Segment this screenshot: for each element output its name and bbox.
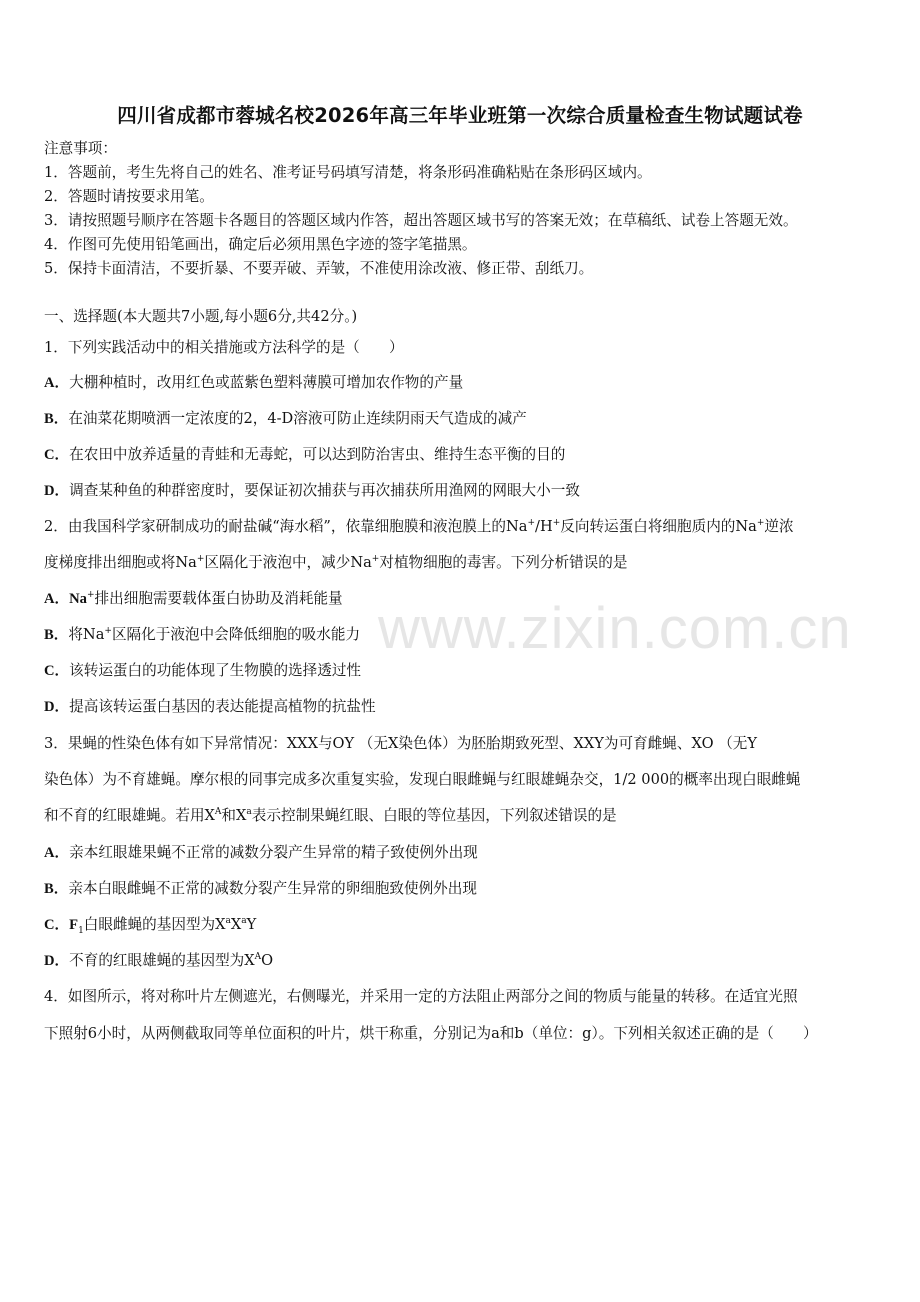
superscript: a	[225, 916, 231, 927]
question-3-option-a	[44, 843, 478, 863]
option-text: 亲本白眼雌蝇不正常的减数分裂产生异常的卵细胞致使例外出现	[68, 880, 477, 897]
superscript: +	[86, 590, 95, 601]
question-3-option-b	[44, 879, 477, 899]
text-run: Na	[69, 591, 87, 607]
text-run: 不育的红眼雄蝇的基因型为X	[69, 952, 255, 969]
text-run: O	[261, 952, 274, 969]
notice-item-4: 4．作图可先使用铅笔画出，确定后必须用黑色字迹的签字笔描黑。	[44, 236, 477, 253]
question-1-option-a	[44, 373, 463, 393]
option-label: B．	[44, 411, 69, 427]
notice-item-2: 2．答题时请按要求用笔。	[44, 188, 214, 205]
notice-item-5: 5．保持卡面清洁，不要折暴、不要弄破、弄皱，不准使用涂改液、修正带、刮纸刀。	[44, 260, 594, 277]
question-1-stem: 1．下列实践活动中的相关措施或方法科学的是（ ）	[44, 339, 404, 356]
option-text: 调查某种鱼的种群密度时，要保证初次捕获与再次捕获所用渔网的网眼大小一致	[69, 482, 580, 499]
text-run: Y	[246, 916, 257, 933]
option-text: 在油菜花期喷洒一定浓度的2，4-D溶液可防止连续阴雨天气造成的减产	[68, 410, 527, 427]
notice-heading: 注意事项：	[44, 140, 117, 157]
question-2-option-d	[44, 697, 376, 717]
text-run: 对植物细胞的毒害。下列分析错误的是	[379, 554, 628, 571]
subscript: 1	[78, 925, 84, 936]
text-run: F	[69, 917, 79, 933]
option-label: C．	[44, 917, 70, 933]
text-run: 和不育的红眼雄蝇。若用X	[44, 807, 215, 824]
superscript: +	[552, 518, 561, 529]
question-1-option-b	[44, 409, 527, 429]
superscript: A	[214, 807, 222, 818]
question-3-option-d	[44, 951, 273, 971]
superscript: +	[756, 518, 765, 529]
superscript: +	[104, 626, 112, 637]
text-run: 2．由我国科学家研制成功的耐盐碱“海水稻”，依靠细胞膜和液泡膜上的Na	[44, 518, 528, 535]
option-label: C．	[44, 447, 70, 463]
text-run: 表示控制果蝇红眼、白眼的等位基因，下列叙述错误的是	[251, 807, 617, 824]
superscript: a	[241, 916, 247, 927]
question-2-option-a	[44, 589, 343, 609]
text-run: 区隔化于液泡中，减少Na	[204, 554, 372, 571]
option-text: 该转运蛋白的功能体现了生物膜的选择透过性	[69, 662, 362, 679]
text-run: 度梯度排出细胞或将Na	[44, 554, 197, 571]
superscript: +	[196, 554, 205, 565]
text-run: 反向转运蛋白将细胞质内的Na	[560, 518, 757, 535]
section-heading: 一、选择题(本大题共7小题,每小题6分,共42分。)	[44, 308, 358, 325]
question-3-stem-line-3	[44, 806, 617, 826]
text-run: 和X	[221, 807, 247, 824]
question-2-option-c	[44, 661, 361, 681]
option-label: A．	[44, 845, 70, 861]
option-label: A．	[44, 591, 70, 607]
question-3-option-c	[44, 915, 256, 935]
superscript: a	[246, 807, 252, 818]
option-label: A．	[44, 375, 70, 391]
text-run: X	[230, 916, 242, 933]
text-run: 逆浓	[764, 518, 794, 535]
option-label: C．	[44, 663, 70, 679]
option-text: 排出细胞需要载体蛋白协助及消耗能量	[94, 590, 343, 607]
option-text: 区隔化于液泡中会降低细胞的吸水能力	[111, 626, 361, 643]
question-1-option-d	[44, 481, 580, 501]
option-text: 大棚种植时，改用红色或蓝紫色塑料薄膜可增加农作物的产量	[69, 374, 464, 391]
question-2-stem-line-1	[44, 517, 794, 537]
option-label: B．	[44, 627, 69, 643]
page-title: 四川省成都市蓉城名校2026年高三年毕业班第一次综合质量检查生物试题试卷	[117, 104, 803, 127]
superscript: +	[527, 518, 536, 529]
watermark: www.zixin.com.cn	[378, 596, 852, 661]
superscript: A	[254, 952, 262, 963]
notice-item-1: 1．答题前，考生先将自己的姓名、准考证号码填写清楚，将条形码准确粘贴在条形码区域内。	[44, 164, 652, 181]
text-run: 白眼雌蝇的基因型为X	[83, 916, 226, 933]
question-4-stem-line-1: 4．如图所示，将对称叶片左侧遮光，右侧曝光，并采用一定的方法阻止两部分之间的物质与能量的转移。在适宜光照	[44, 988, 798, 1005]
option-label: D．	[44, 699, 70, 715]
text-run: 将Na	[68, 626, 105, 643]
question-2-option-b	[44, 625, 360, 645]
option-text: 亲本红眼雄果蝇不正常的减数分裂产生异常的精子致使例外出现	[69, 844, 478, 861]
option-label: D．	[44, 953, 70, 969]
question-4-stem-line-2: 下照射6小时，从两侧截取同等单位面积的叶片，烘干称重，分别记为a和b（单位：g）。下列相关叙述正确的是（ ）	[44, 1025, 818, 1042]
superscript: +	[371, 554, 380, 565]
question-1-option-c	[44, 445, 565, 465]
text-run: /H	[535, 518, 553, 535]
option-text: 提高该转运蛋白基因的表达能提高植物的抗盐性	[69, 698, 376, 715]
option-label: D．	[44, 483, 70, 499]
question-2-stem-line-2	[44, 553, 627, 573]
notice-item-3: 3．请按照题号顺序在答题卡各题目的答题区域内作答，超出答题区域书写的答案无效；在草稿纸、试卷上答题无效。	[44, 212, 798, 229]
option-label: B．	[44, 881, 69, 897]
option-text: 在农田中放养适量的青蛙和无毒蛇，可以达到防治害虫、维持生态平衡的目的	[69, 446, 566, 463]
question-3-stem-line-2: 染色体）为不育雄蝇。摩尔根的同事完成多次重复实验，发现白眼雌蝇与红眼雄蝇杂交，1/2 000的概率出现白眼雌蝇	[44, 771, 801, 788]
question-3-stem-line-1: 3．果蝇的性染色体有如下异常情况：XXX与OY （无X染色体）为胚胎期致死型、XXY为可育雌蝇、XO （无Y	[44, 735, 758, 752]
